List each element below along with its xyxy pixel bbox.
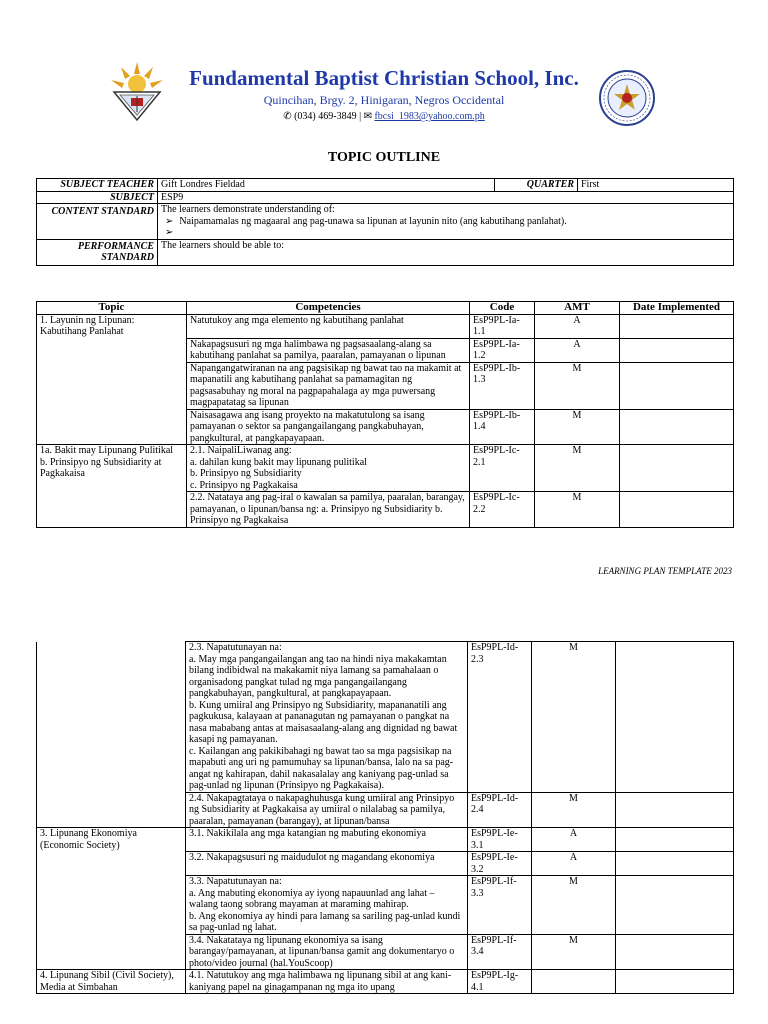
- letterhead: [100, 60, 660, 135]
- competency-cell: 3.4. Nakatataya ng lipunang ekonomiya sa isang barangay/pamayanan, at lipunan/bansa gamit ang dokumentaryo o photo/video journal (hal.YouScoop): [186, 934, 468, 970]
- amt-cell: A: [535, 338, 620, 362]
- code-cell: EsP9PL-Id-2.3: [468, 642, 532, 793]
- table-row: [37, 445, 734, 492]
- code-cell: EsP9PL-Ib-1.3: [470, 362, 535, 409]
- content-standard-label: CONTENT STANDARD: [37, 204, 158, 240]
- amt-cell: A: [532, 852, 616, 876]
- competency-cell: Napangangatwiranan na ang pagsisikap ng bawat tao na makamit at mapanatili ang kabutihang panlahat sa pamamagitan ng pagsasabuhay ng moral na pagpapahalaga ay mga puwersang magpapatatag sa lipunan: [187, 362, 470, 409]
- date-implemented-cell: [620, 338, 734, 362]
- code-cell: EsP9PL-If-3.4: [468, 934, 532, 970]
- topic-outline-table-continued: [36, 641, 734, 994]
- amt-cell: M: [535, 492, 620, 528]
- info-table: [36, 178, 734, 266]
- topic-cell: [37, 642, 186, 828]
- topic-cell: 4. Lipunang Sibil (Civil Society), Media at Simbahan: [37, 970, 186, 994]
- code-cell: EsP9PL-Id-2.4: [468, 792, 532, 828]
- column-header-code: Code: [470, 302, 535, 315]
- table-header-row: [37, 302, 734, 315]
- table-row: [37, 828, 734, 852]
- amt-cell: M: [532, 642, 616, 793]
- date-implemented-cell: [616, 852, 734, 876]
- table-body-page2: [37, 642, 734, 994]
- performance-standard-value: The learners should be able to:: [158, 239, 734, 265]
- amt-cell: A: [535, 314, 620, 338]
- content-standard-item: [179, 227, 730, 239]
- table-row: [37, 314, 734, 338]
- content-standard-value: [158, 204, 734, 240]
- competency-cell: Nakapagsusuri ng mga halimbawa ng pagsasaalang-alang sa kabutihang panlahat sa pamilya, paaralan, pamayanan o lipunan: [187, 338, 470, 362]
- quarter-label: QUARTER: [495, 179, 578, 192]
- phone-text: ✆ (034) 469-3849 | ✉: [283, 111, 372, 122]
- code-cell: EsP9PL-Ic-2.1: [470, 445, 535, 492]
- deped-seal-icon: [599, 70, 655, 126]
- code-cell: EsP9PL-Ia-1.1: [470, 314, 535, 338]
- date-implemented-cell: [620, 362, 734, 409]
- topic-cell: 1a. Bakit may Lipunang Pulitikal b. Prinsipyo ng Subsidiarity at Pagkakaisa: [37, 445, 187, 528]
- topic-cell: 3. Lipunang Ekonomiya (Economic Society): [37, 828, 186, 970]
- amt-cell: M: [532, 792, 616, 828]
- table-row: [37, 970, 734, 994]
- date-implemented-cell: [616, 792, 734, 828]
- content-standard-intro: The learners demonstrate understanding of:: [161, 204, 335, 215]
- table-body-page1: [37, 314, 734, 527]
- subject-teacher-label: SUBJECT TEACHER: [37, 179, 158, 192]
- subject-teacher-value: Gift Londres Fieldad: [158, 179, 495, 192]
- competency-cell: Natutukoy ang mga elemento ng kabutihang panlahat: [187, 314, 470, 338]
- email-link[interactable]: fbcsi_1983@yahoo.com.ph: [374, 111, 485, 122]
- quarter-value: First: [578, 179, 734, 192]
- school-seal-icon: [106, 60, 168, 122]
- competency-cell: Naisasagawa ang isang proyekto na makatutulong sa isang pamayanan o sektor sa pangangailangang pangkabuhayan, pangkultural, at pangkapayapaan.: [187, 409, 470, 445]
- footer-note: LEARNING PLAN TEMPLATE 2023: [598, 566, 732, 576]
- code-cell: EsP9PL-If-3.3: [468, 876, 532, 935]
- code-cell: EsP9PL-Ig-4.1: [468, 970, 532, 994]
- competency-cell: 4.1. Natutukoy ang mga halimbawa ng lipunang sibil at ang kani-kaniyang papel na ginagampanan ng mga ito upang: [186, 970, 468, 994]
- competency-cell: 3.2. Nakapagsusuri ng maidudulot ng magandang ekonomiya: [186, 852, 468, 876]
- content-standard-item: ➢ Naipamamalas ng magaaral ang pag-unawa sa lipunan at layunin nito (ang kabutihang panlahat).: [179, 216, 730, 228]
- subject-value: ESP9: [158, 191, 734, 204]
- code-cell: EsP9PL-Ic-2.2: [470, 492, 535, 528]
- date-implemented-cell: [620, 445, 734, 492]
- performance-standard-label: PERFORMANCE STANDARD: [37, 239, 158, 265]
- column-header-amt: AMT: [535, 302, 620, 315]
- table-row: [37, 642, 734, 793]
- date-implemented-cell: [616, 934, 734, 970]
- amt-cell: [532, 970, 616, 994]
- amt-cell: M: [535, 362, 620, 409]
- competency-cell: 2.2. Natataya ang pag-iral o kawalan sa pamilya, paaralan, barangay, pamayanan, o lipunan/bansa ng: a. Prinsipyo ng Subsidiarity b. Prinsipyo ng Pagkakaisa: [187, 492, 470, 528]
- amt-cell: M: [535, 409, 620, 445]
- column-header-date-implemented: Date Implemented: [620, 302, 734, 315]
- amt-cell: A: [532, 828, 616, 852]
- competency-cell: 2.4. Nakapagtataya o nakapaghuhusga kung umiiral ang Prinsipyo ng Subsidiarity at Pagkakaisa ay umiiral o nilalabag sa pamilya, paaralan, pamayanan (barangay), at lipunan/bansa: [186, 792, 468, 828]
- info-row-content-standard: [37, 204, 734, 240]
- code-cell: EsP9PL-Ie-3.1: [468, 828, 532, 852]
- topic-cell: 1. Layunin ng Lipunan: Kabutihang Panlahat: [37, 314, 187, 445]
- school-address: Quincihan, Brgy. 2, Hinigaran, Negros Occidental: [263, 93, 505, 107]
- date-implemented-cell: [616, 642, 734, 793]
- code-cell: EsP9PL-Ie-3.2: [468, 852, 532, 876]
- amt-cell: M: [532, 876, 616, 935]
- date-implemented-cell: [620, 492, 734, 528]
- info-row-teacher: [37, 179, 734, 192]
- competency-cell: 2.1. NaipaliLiwanag ang: a. dahilan kung bakit may lipunang pulitikal b. Prinsipyo ng Subsidiarity c. Prinsipyo ng Pagkakaisa: [187, 445, 470, 492]
- info-row-performance-standard: [37, 239, 734, 265]
- column-header-competencies: Competencies: [187, 302, 470, 315]
- document-title: TOPIC OUTLINE: [327, 150, 441, 165]
- competency-cell: 3.3. Napatutunayan na: a. Ang mabuting ekonomiya ay iyong napauunlad ang lahat – walang taong sobrang mayaman at maraming mahirap. b. Ang ekonomiya ay hindi para lamang sa sariling pag-unlad kundi sa pag-unlad ng lahat.: [186, 876, 468, 935]
- topic-outline-table: [36, 301, 734, 528]
- competency-cell: 3.1. Nakikilala ang mga katangian ng mabuting ekonomiya: [186, 828, 468, 852]
- code-cell: EsP9PL-Ib-1.4: [470, 409, 535, 445]
- content-standard-list: [161, 216, 730, 239]
- date-implemented-cell: [616, 970, 734, 994]
- amt-cell: M: [535, 445, 620, 492]
- school-name: Fundamental Baptist Christian School, Inc.: [189, 66, 579, 90]
- info-row-subject: [37, 191, 734, 204]
- date-implemented-cell: [620, 409, 734, 445]
- date-implemented-cell: [616, 828, 734, 852]
- column-header-topic: Topic: [37, 302, 187, 315]
- subject-label: SUBJECT: [37, 191, 158, 204]
- date-implemented-cell: [620, 314, 734, 338]
- date-implemented-cell: [616, 876, 734, 935]
- code-cell: EsP9PL-Ia-1.2: [470, 338, 535, 362]
- amt-cell: M: [532, 934, 616, 970]
- school-contact: [164, 111, 604, 122]
- competency-cell: 2.3. Napatutunayan na: a. May mga pangangailangan ang tao na hindi niya makakamtan bilang indibidwal na makakamit niya lamang sa pamahalaan o organisadong pangkat tulad ng mga pangangailangang pangkabuhayan, pangkultural, at pangkapayapaan. b. Kung umiiral ang Prinsipyo ng Subsidiarity, mapananatili ang pagkukusa, kalayaan at pananagutan ng pamayanan o pangkat na nasa mababang antas at maisasaalang-alang ang dignidad ng bawat kasapi ng pamayanan. c. Kailangan ang pakikibahagi ng bawat tao sa mga pagsisikap na mapabuti ang uri ng pamumuhay sa lipunan/bansa, lalo na sa pag-angat ng kahirapan, dahil nakasalalay ang kaniyang pag-unlad sa pag-unlad ng lipunan (Prinsipyo ng Pagkakaisa).: [186, 642, 468, 793]
